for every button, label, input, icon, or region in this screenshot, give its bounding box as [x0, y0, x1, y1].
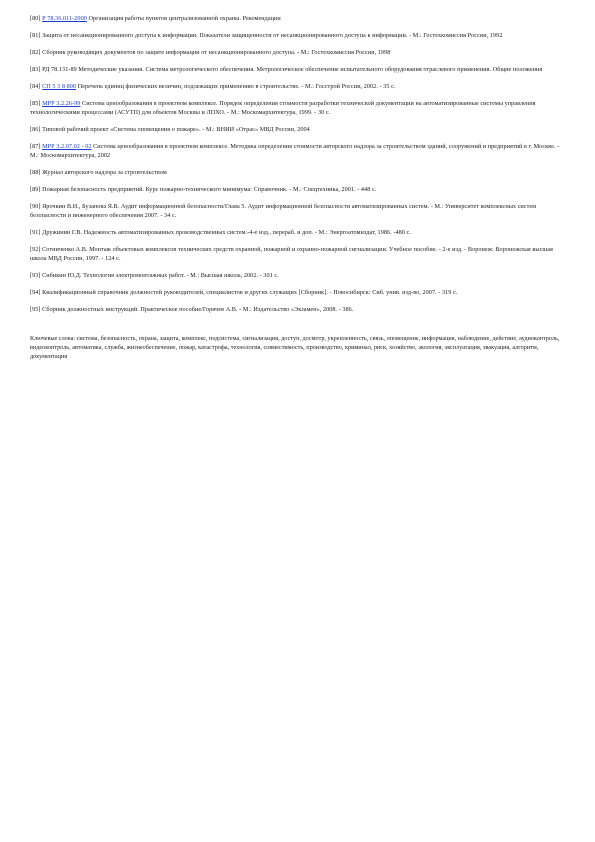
reference-text: Сотниченко А.В. Монтаж объектовых комплексов технических средств охранной, пожарной и охранно-пожарной сигнализации. Учебное пособие. - 2-е изд. - Воронеж: Воронежская высшая школа МВД России, 1997. - 124 с.	[30, 246, 553, 262]
reference-number: [90]	[30, 203, 41, 210]
reference-text: Журнал авторского надзора за строительством	[42, 169, 167, 176]
reference-item	[30, 31, 560, 40]
reference-item	[30, 271, 560, 280]
reference-item	[30, 202, 560, 220]
reference-number: [86]	[30, 126, 41, 133]
reference-text: Защита от несанкционированного доступа к информации. Показатели защищенности от несанкционированного доступа к информации. - М.: Гостехкомиссия России, 1992	[42, 32, 503, 39]
reference-link[interactable]: МРР 3.2.07.02 - 02	[42, 143, 92, 150]
reference-number: [93]	[30, 272, 41, 279]
reference-text: Система ценообразования в проектном комплексе. Методика определения стоимости авторского надзора за строительством зданий, сооружений и предприятий в г. Москве. - М.: Москомархитектура, 2002	[30, 143, 560, 159]
reference-item	[30, 228, 560, 237]
reference-number: [80]	[30, 15, 41, 22]
reference-number: [83]	[30, 66, 41, 73]
references-list	[30, 14, 560, 314]
reference-item	[30, 99, 560, 117]
reference-item	[30, 82, 560, 91]
reference-number: [82]	[30, 49, 41, 56]
reference-text: Система ценообразования в проектном комплексе. Порядок определения стоимости разработки технической документации на автоматизированные системы управления технологическими процессами (АСУТП) для объектов Москвы и ЛПХО. - М.: Москомархитектура, 1999. - 30 с.	[30, 100, 536, 116]
reference-number: [89]	[30, 186, 41, 193]
reference-item	[30, 48, 560, 57]
reference-link[interactable]: СП 5 3 8 800	[42, 83, 77, 90]
reference-number: [91]	[30, 229, 41, 236]
reference-text: Ярочкин В.И., Бузанова Я.В. Аудит информационной безопасности/Глава 5. Аудит информационной безопасности автоматизированных систем. - М.: Университет комплексных систем безопасности и инженерного обеспечения 2007. - 34 с.	[30, 203, 537, 219]
reference-text: РД 78.131-89 Методические указания. Система метрологического обеспечения. Метрологическое обеспечение испытательного оборудования отраслевого применения. Общие положения	[42, 66, 543, 73]
reference-text: Дружинин Г.В. Надежность автоматизированных производственных систем.-4-е изд., перераб. и доп. - М.: Энергоатомиздат, 1986. -480 с.	[42, 229, 411, 236]
reference-item	[30, 125, 560, 134]
reference-text: Пожарная безопасность предприятий. Курс пожарно-технического минимума: Справочник. - М.: Спецтехника, 2001. - 448 с.	[42, 186, 377, 193]
reference-item	[30, 65, 560, 74]
reference-text: Сборник должностных инструкций. Практическое пособие/Горячев А.В. - М.: Издательство «Экзамен», 2008. - 386.	[42, 306, 354, 313]
reference-item	[30, 168, 560, 177]
reference-link[interactable]: МРР 3.2.26-99	[42, 100, 81, 107]
reference-number: [92]	[30, 246, 41, 253]
reference-number: [88]	[30, 169, 41, 176]
reference-text: Сибикин Ю.Д. Технология электромонтажных работ. - М.: Высшая школа, 2002. - 301 с.	[42, 272, 279, 279]
reference-item	[30, 14, 560, 23]
reference-item	[30, 245, 560, 263]
reference-item	[30, 142, 560, 160]
reference-number: [94]	[30, 289, 41, 296]
reference-number: [87]	[30, 143, 41, 150]
document-page	[30, 14, 560, 361]
reference-item	[30, 288, 560, 297]
reference-link[interactable]: Р 78.36.011-2000	[42, 15, 87, 22]
reference-text: Квалификационный справочник должностей руководителей, специалистов и других служащих [Сборник]. - Новосибирск: Сиб. унив. изд-во, 2007. - 319 с.	[42, 289, 458, 296]
reference-item	[30, 305, 560, 314]
reference-text: Типовой рабочий проект «Система оповещения о пожаре». - М.: ВНИИ «Отрас» МВД России, 2004	[42, 126, 310, 133]
reference-item	[30, 185, 560, 194]
reference-number: [85]	[30, 100, 41, 107]
reference-number: [95]	[30, 306, 41, 313]
reference-text: Организация работы пунктов централизованной охраны. Рекомендации	[88, 15, 281, 22]
reference-text: Перечень единиц физических величин, подлежащих применению в строительстве. - М.: Госстрой России, 2002. - 35 с.	[77, 83, 396, 90]
reference-text: Сборник руководящих документов по защите информации от несанкционированного доступа. - М.: Гостехкомиссия России, 1998	[42, 49, 391, 56]
keywords-paragraph: Ключевые слова: система, безопасность, охрана, защита, комплекс, подсистема, сигнализация, доступ, досмотр, укрепленность, связь, оповещение, информация, наблюдение, действие, аудиоконтроль, видеоконтроль, автоматика, служба, жизнеобеспечение, пожар, катастрофа, технология, совместимость, производство, криминал, риск, хозяйство, экология, эксплуатация, эвакуация, алгоритм, документация	[30, 335, 560, 360]
reference-number: [81]	[30, 32, 41, 39]
reference-number: [84]	[30, 83, 41, 90]
